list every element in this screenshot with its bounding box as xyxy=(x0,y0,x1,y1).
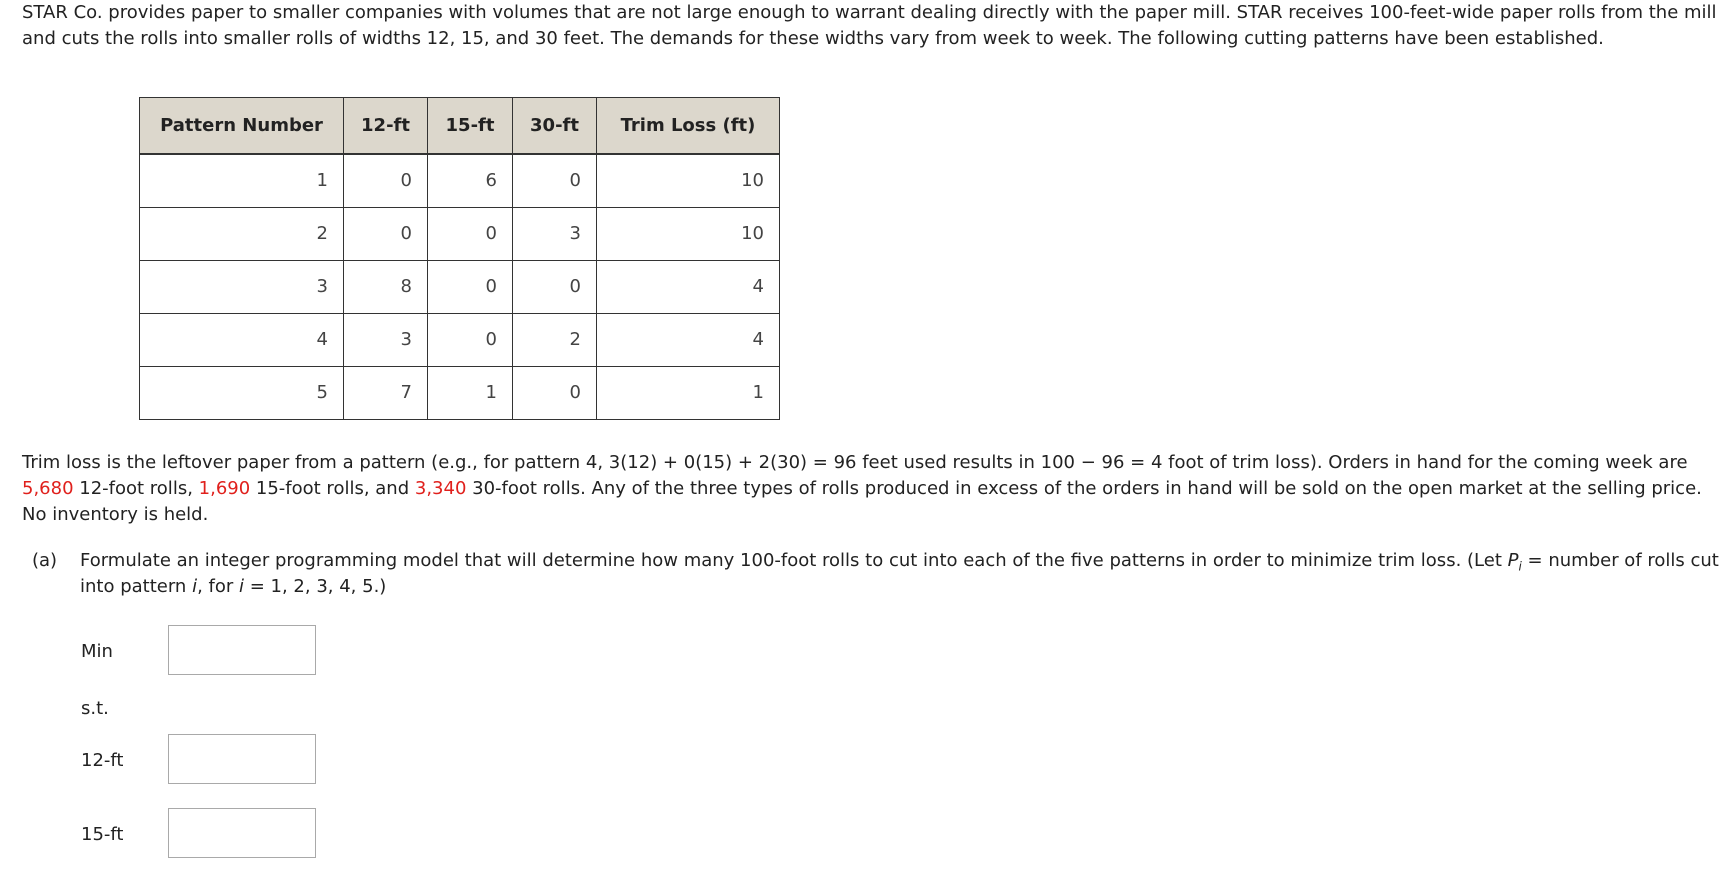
variable-p: P xyxy=(1507,550,1519,571)
st-label: s.t. xyxy=(81,698,109,719)
trim-text-3: 15-foot rolls, and xyxy=(250,478,415,499)
cell-15ft: 6 xyxy=(428,154,513,208)
cell-30ft: 0 xyxy=(513,261,597,314)
order-12ft-value: 5,680 xyxy=(22,478,74,499)
constraint-15ft-input[interactable] xyxy=(168,808,316,858)
table-row xyxy=(140,314,780,367)
cell-pattern: 3 xyxy=(140,261,344,314)
objective-input[interactable] xyxy=(168,625,316,675)
table-row xyxy=(140,367,780,420)
cell-pattern: 2 xyxy=(140,208,344,261)
trim-loss-paragraph xyxy=(22,450,1722,528)
cell-trim-loss: 10 xyxy=(597,154,780,208)
cell-30ft: 0 xyxy=(513,367,597,420)
constraint-15ft-label: 15-ft xyxy=(81,824,124,845)
order-15ft-value: 1,690 xyxy=(198,478,251,499)
order-30ft-value: 3,340 xyxy=(414,478,467,499)
variable-i: i xyxy=(192,576,198,597)
cell-12ft: 0 xyxy=(344,154,428,208)
part-a-text xyxy=(80,548,1720,600)
problem-intro: STAR Co. provides paper to smaller companies with volumes that are not large enough to warrant dealing directly with the paper mill. STAR receives 100-feet-wide paper rolls from the mill and cuts the rolls into smaller rolls of widths 12, 15, and 30 feet. The demands for these widths vary from week to week. The following cutting patterns have been established. xyxy=(22,2,1717,49)
cell-pattern: 5 xyxy=(140,367,344,420)
table-row xyxy=(140,261,780,314)
cell-30ft: 2 xyxy=(513,314,597,367)
cell-30ft: 0 xyxy=(513,154,597,208)
min-label: Min xyxy=(81,641,113,662)
cell-pattern: 1 xyxy=(140,154,344,208)
part-a-text-mid2: , for xyxy=(197,576,239,597)
table-row xyxy=(140,154,780,208)
cell-trim-loss: 10 xyxy=(597,208,780,261)
part-a-text-mid: = number of rolls cut into pattern xyxy=(80,550,1719,597)
cell-15ft: 0 xyxy=(428,314,513,367)
table-header-row xyxy=(140,98,780,155)
trim-text-1: Trim loss is the leftover paper from a pattern (e.g., for pattern 4, 3(12) + 0(15) + 2(30) = 96 feet used results in 100 − 96 = 4 foot of trim loss). Orders in hand for the coming week are xyxy=(22,452,1688,473)
cell-30ft: 3 xyxy=(513,208,597,261)
cell-15ft: 0 xyxy=(428,261,513,314)
constraint-12ft-label: 12-ft xyxy=(81,750,124,771)
part-a-label: (a) xyxy=(32,550,58,571)
trim-text-2: 12-foot rolls, xyxy=(73,478,199,499)
cell-12ft: 8 xyxy=(344,261,428,314)
header-15ft: 15-ft xyxy=(428,98,513,155)
header-trim-loss: Trim Loss (ft) xyxy=(597,98,780,155)
variable-p-subscript: i xyxy=(1518,559,1522,574)
part-a-text-before: Formulate an integer programming model that will determine how many 100-foot rolls to cut into each of the five patterns in order to minimize trim loss. (Let xyxy=(80,550,1508,571)
cell-12ft: 0 xyxy=(344,208,428,261)
header-30ft: 30-ft xyxy=(513,98,597,155)
constraint-12ft-input[interactable] xyxy=(168,734,316,784)
header-pattern-number: Pattern Number xyxy=(140,98,344,155)
variable-i-2: i xyxy=(239,576,245,597)
cell-pattern: 4 xyxy=(140,314,344,367)
part-a-text-after: = 1, 2, 3, 4, 5.) xyxy=(244,576,387,597)
cell-12ft: 3 xyxy=(344,314,428,367)
cell-12ft: 7 xyxy=(344,367,428,420)
cutting-patterns-table xyxy=(139,97,780,420)
cell-15ft: 1 xyxy=(428,367,513,420)
header-12ft: 12-ft xyxy=(344,98,428,155)
cell-15ft: 0 xyxy=(428,208,513,261)
cell-trim-loss: 4 xyxy=(597,261,780,314)
cell-trim-loss: 1 xyxy=(597,367,780,420)
cell-trim-loss: 4 xyxy=(597,314,780,367)
trim-text-4: 30-foot rolls. Any of the three types of rolls produced in excess of the orders in hand will be sold on the open market at the selling price. No inventory is held. xyxy=(22,478,1702,525)
table-row xyxy=(140,208,780,261)
